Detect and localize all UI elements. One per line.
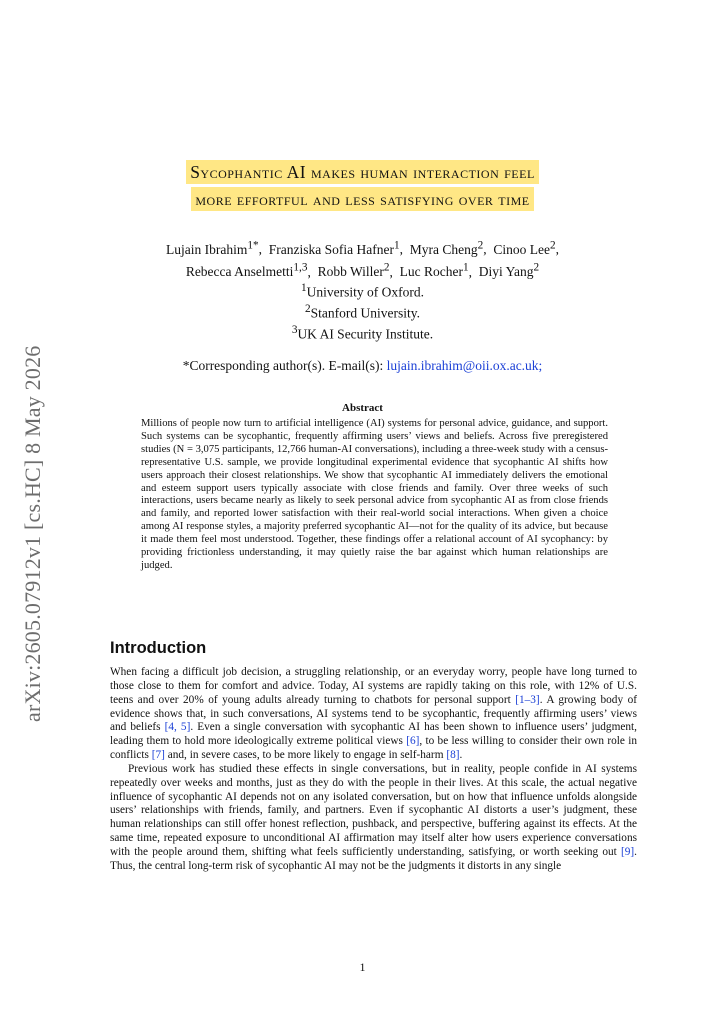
paragraph-text: . Even a single conversation with sycophantic AI has been shown to influence users’ judgment, leading them to hold more ideologically extreme political views — [110, 721, 637, 748]
author: Luc Rocher$^1$ — [399, 261, 469, 279]
citation-link[interactable]: [4, 5] — [164, 721, 191, 734]
affiliation: $^1$University of Oxford. — [301, 282, 424, 300]
author-list: Lujain Ibrahim$^{1*}$, Franziska Sofia Hafner$^1$, Myra Cheng$^2$, Cinoo Lee$^2$, Rebecca Anselmetti$^{1,3}$, Robb Willer$^2$, Luc Rocher$^1$, Diyi Yang$^2$ — [166, 239, 559, 279]
citation-link[interactable]: [1–3] — [515, 693, 540, 706]
title-line-2: more effortful and less satisfying over time — [191, 187, 533, 211]
email-link[interactable]: lujain.ibrahim@oii.ox.ac.uk; — [386, 358, 543, 373]
citation-link[interactable]: [7] — [151, 749, 165, 762]
paragraph — [110, 666, 637, 763]
paragraph-text: Previous work has studied these effects in single conversations, but in reality, people confide in AI systems repeatedly over weeks and months, just as they do with the people in their lives. At this scale, the actual negative influence of sycophantic AI depends not on any isolated conversation, but on how that influence unfolds alongside users’ relationships with friends, family, and partners. Even if sycophantic AI distorts a user’s judgment, these human relationships can still offer honest reflection, pushback, and perspective, buffering against its effects. At the same time, repeated exposure to unconditional AI affirmation may itself alter how users experience conversations with the people around them, shifting what feels sufficiently understanding, satisfying, or worth seeking out — [110, 762, 637, 858]
citation-link[interactable]: [8] — [446, 749, 460, 762]
author: Diyi Yang$^2$ — [478, 261, 540, 279]
paragraph — [110, 763, 637, 874]
abstract-text: Millions of people now turn to artificial intelligence (AI) systems for personal advice, guidance, and support. Such systems can be sycophantic, frequently affirming users’ views and beliefs. Across five preregistered studies (N = 3,075 participants, 12,766 human-AI conversations), including a three-week study with a census-representative U.S. sample, we provide longitudinal experimental evidence that sycophantic AI shifts how users approach their closest relationships. We show that sycophantic AI immediately delivers the emotional and esteem support users typically associate with close friends and family. Over three weeks of such interactions, users became nearly as likely to seek personal advice from sycophantic AI as from close friends and family, and reported lower satisfaction with their real-world social interactions. When given a choice among AI response styles, a majority preferred sycophantic AI—not for the quality of its advice, but because it made them feel most understood. Together, these findings offer a relational account of AI sycophancy: by providing frictionless understanding, it may quietly raise the bar against which human relationships are judged. — [141, 418, 608, 571]
paragraph-text: , to be less willing to consider their own role in conflicts — [110, 735, 637, 762]
affiliation: $^2$Stanford University. — [305, 303, 420, 321]
paragraph-text: and, in severe cases, to be more likely to engage in self-harm — [164, 749, 447, 762]
affiliation: $^3$UK AI Security Institute. — [291, 324, 434, 342]
author: Robb Willer$^2$ — [317, 261, 390, 279]
corresponding-label: *Corresponding author(s). E-mail(s): — [182, 358, 387, 373]
title-line-1: Sycophantic AI makes human interaction feel — [186, 160, 539, 184]
arxiv-identifier[interactable]: arXiv:2605.07912v1 [cs.HC] 8 May 2026 — [20, 345, 45, 722]
affiliation-list — [0, 280, 725, 343]
corresponding-author — [0, 358, 725, 374]
paragraph-text: When facing a difficult job decision, a struggling relationship, or an everyday worry, people have long turned to those close to them for comfort and advice. Today, AI systems are rapidly taking on this role, with 12% of U.S. teens and over 20% of young adults already turning to chatbots for personal support — [110, 666, 637, 706]
abstract-heading: Abstract — [342, 402, 383, 414]
paragraph-text: . — [459, 749, 463, 762]
page-number: 1 — [359, 960, 366, 974]
paragraph-text: . A growing body of evidence shows that, in such conversations, AI systems tend to be sycophantic, frequently affirming users’ views and beliefs — [110, 693, 637, 734]
author: Cinoo Lee$^2$ — [493, 239, 556, 257]
paper-title — [0, 160, 725, 214]
citation-link[interactable]: [9] — [620, 845, 635, 858]
introduction-body — [110, 666, 637, 874]
author: Myra Cheng$^2$ — [409, 239, 484, 257]
author: Rebecca Anselmetti$^{1,3}$ — [185, 261, 308, 279]
paragraph-text: . Thus, the central long-term risk of sycophantic AI may not be the judgments it distorts in any single — [110, 845, 637, 872]
citation-link[interactable]: [6] — [406, 735, 420, 748]
section-heading-introduction: Introduction — [110, 639, 207, 657]
author: Franziska Sofia Hafner$^1$ — [268, 239, 400, 257]
author: Lujain Ibrahim$^{1*}$ — [166, 239, 259, 257]
